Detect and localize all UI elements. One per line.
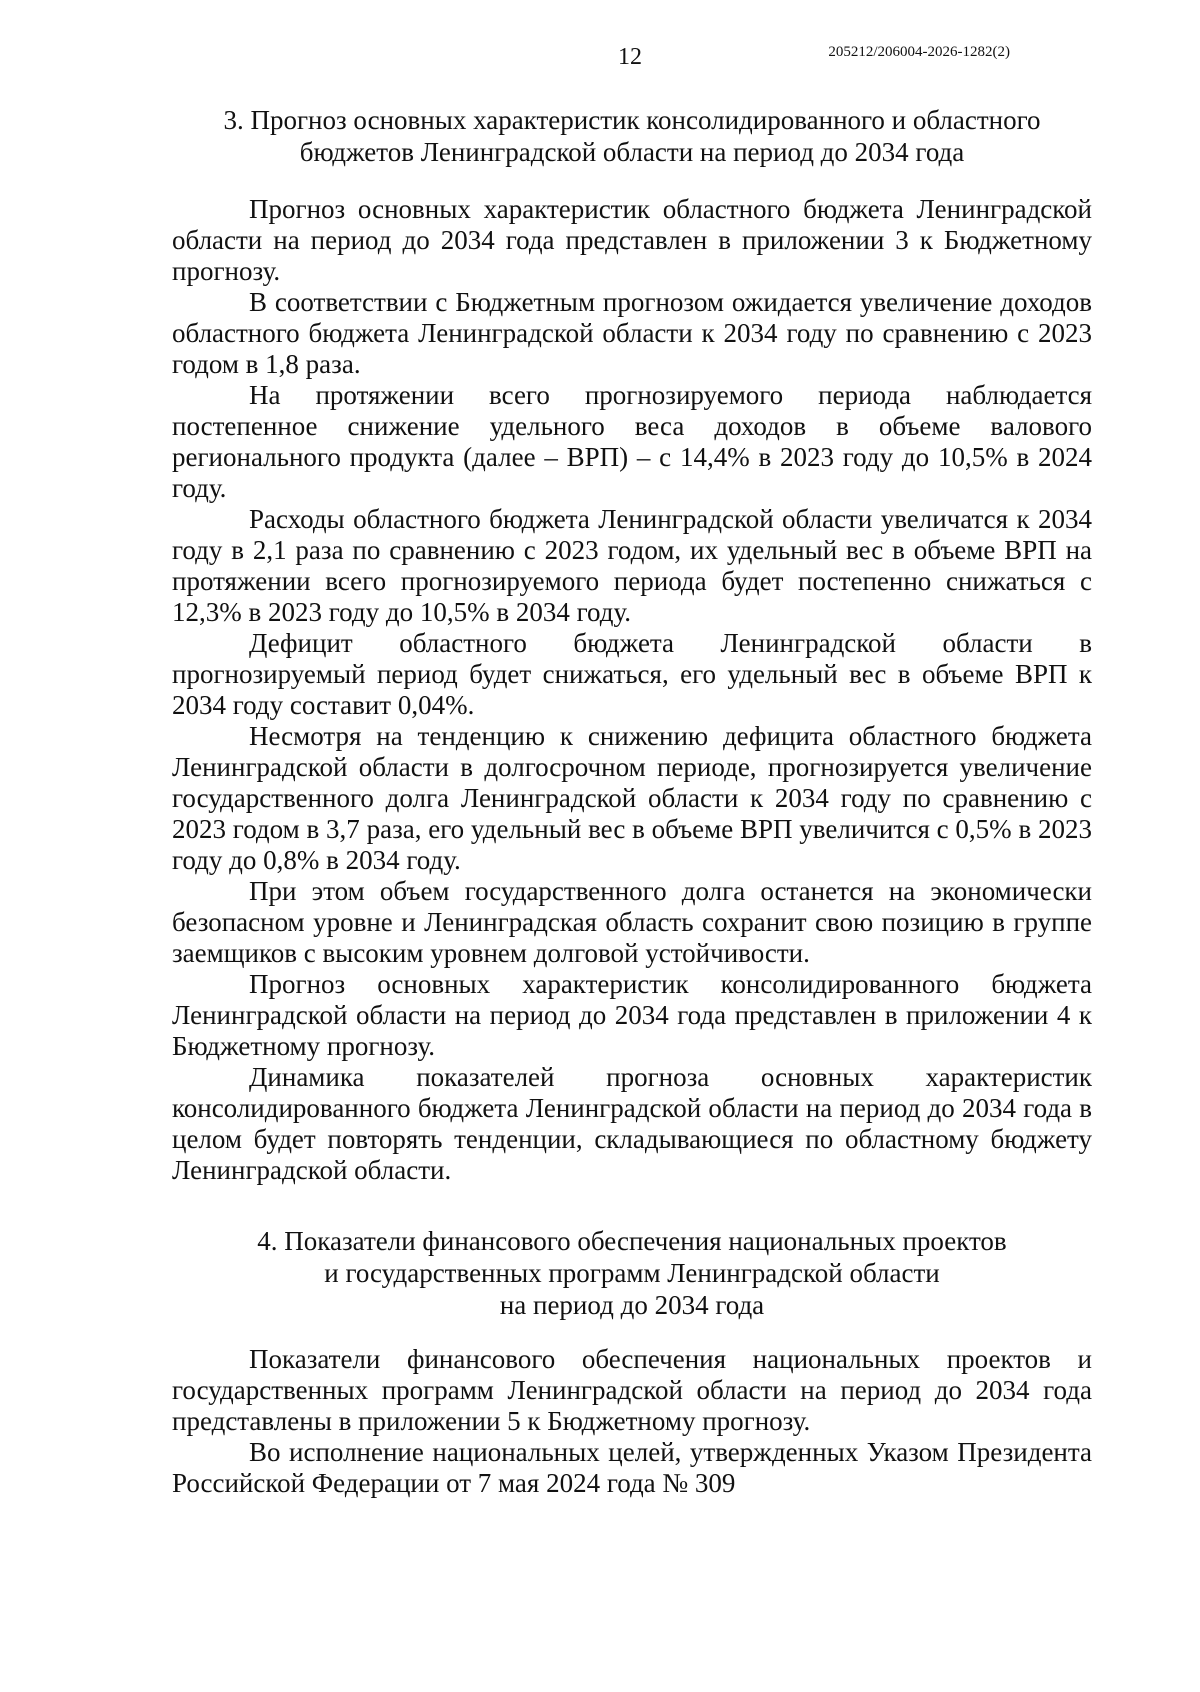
section-4-body bbox=[172, 1344, 1092, 1499]
section-4-title-line: и государственных программ Ленинградской области bbox=[324, 1258, 940, 1288]
paragraph: На протяжении всего прогнозируемого периода наблюдается постепенное снижение удельного веса доходов в объеме валового регионального продукта (далее – ВРП) – с 14,4% в 2023 году до 10,5% в 2024 году. bbox=[172, 380, 1092, 503]
paragraph: Расходы областного бюджета Ленинградской области увеличатся к 2034 году в 2,1 раза по сравнению с 2023 годом, их удельный вес в объеме ВРП на протяжении всего прогнозируемого периода будет постепенно снижаться с 12,3% в 2023 году до 10,5% в 2034 году. bbox=[172, 504, 1092, 627]
paragraph: Прогноз основных характеристик консолидированного бюджета Ленинградской области на период до 2034 года представлен в приложении 4 к Бюджетному прогнозу. bbox=[172, 969, 1092, 1061]
paragraph: При этом объем государственного долга останется на экономически безопасном уровне и Ленинградская область сохранит свою позицию в группе заемщиков с высоким уровнем долговой устойчивости. bbox=[172, 876, 1092, 968]
paragraph: Несмотря на тенденцию к снижению дефицита областного бюджета Ленинградской области в долгосрочном периоде, прогнозируется увеличение государственного долга Ленинградской области к 2034 году по сравнению с 2023 годом в 3,7 раза, его удельный вес в объеме ВРП увеличится с 0,5% в 2023 году до 0,8% в 2034 году. bbox=[172, 721, 1092, 875]
document-code: 205212/206004-2026-1282(2) bbox=[828, 44, 1010, 60]
section-4-title bbox=[172, 1225, 1092, 1321]
section-3-title bbox=[172, 104, 1092, 168]
paragraph: Показатели финансового обеспечения национальных проектов и государственных программ Ленинградской области на период до 2034 года представлены в приложении 5 к Бюджетному прогнозу. bbox=[172, 1344, 1092, 1436]
section-4-title-line: 4. Показатели финансового обеспечения национальных проектов bbox=[257, 1226, 1007, 1256]
section-3-body bbox=[172, 194, 1092, 1186]
section-3-title-line: 3. Прогноз основных характеристик консолидированного и областного bbox=[223, 105, 1041, 135]
paragraph: Динамика показателей прогноза основных характеристик консолидированного бюджета Ленинградской области на период до 2034 года в целом будет повторять тенденции, складывающиеся по областному бюджету Ленинградской области. bbox=[172, 1062, 1092, 1185]
section-3-title-line: бюджетов Ленинградской области на период до 2034 года bbox=[299, 137, 965, 167]
paragraph: Во исполнение национальных целей, утвержденных Указом Президента Российской Федерации от 7 мая 2024 года № 309 bbox=[172, 1437, 1092, 1498]
paragraph: В соответствии с Бюджетным прогнозом ожидается увеличение доходов областного бюджета Ленинградской области к 2034 году по сравнению с 2023 годом в 1,8 раза. bbox=[172, 287, 1092, 379]
paragraph: Прогноз основных характеристик областного бюджета Ленинградской области на период до 2034 года представлен в приложении 3 к Бюджетному прогнозу. bbox=[172, 194, 1092, 286]
page-number: 12 bbox=[618, 44, 642, 70]
section-4-title-line: на период до 2034 года bbox=[499, 1290, 765, 1320]
paragraph: Дефицит областного бюджета Ленинградской области в прогнозируемый период будет снижаться, его удельный вес в объеме ВРП к 2034 году составит 0,04%. bbox=[172, 628, 1092, 720]
